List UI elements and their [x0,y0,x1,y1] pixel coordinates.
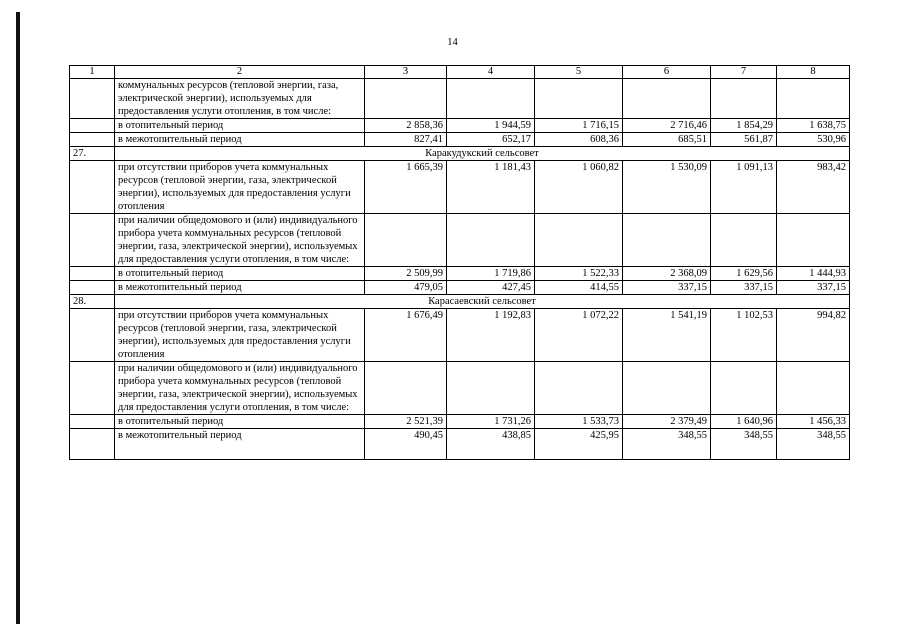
value-cell: 425,95 [535,429,623,460]
value-cell [535,362,623,415]
value-cell: 1 676,49 [365,309,447,362]
value-cell: 337,15 [777,281,850,295]
value-cell [365,362,447,415]
section-title: Карасаевский сельсовет [115,295,850,309]
header-cell: 3 [365,66,447,79]
table-row [70,79,850,119]
row-description: при отсутствии приборов учета коммунальных ресурсов (тепловой энергии, газа, электрической энергии), используемых для предоставления услуги отопления [115,161,365,214]
value-cell: 561,87 [711,133,777,147]
value-cell [535,214,623,267]
row-number [70,415,115,429]
value-cell: 1 854,29 [711,119,777,133]
value-cell: 1 638,75 [777,119,850,133]
header-cell: 6 [623,66,711,79]
table-row [70,161,850,214]
value-cell [777,362,850,415]
value-cell: 608,36 [535,133,623,147]
row-number: 27. [70,147,115,161]
section-row [70,295,850,309]
row-number [70,119,115,133]
value-cell [447,362,535,415]
value-cell: 1 456,33 [777,415,850,429]
header-cell: 1 [70,66,115,79]
value-cell: 427,45 [447,281,535,295]
value-cell [447,79,535,119]
table-row [70,415,850,429]
value-cell: 1 530,09 [623,161,711,214]
tariff-table [69,65,850,460]
value-cell: 438,85 [447,429,535,460]
value-cell [711,362,777,415]
row-description: в отопительный период [115,267,365,281]
value-cell [777,214,850,267]
value-cell: 337,15 [711,281,777,295]
value-cell [535,79,623,119]
value-cell [711,214,777,267]
value-cell [365,214,447,267]
value-cell: 479,05 [365,281,447,295]
value-cell: 1 665,39 [365,161,447,214]
value-cell: 652,17 [447,133,535,147]
row-description: при наличии общедомового и (или) индивидуального прибора учета коммунальных ресурсов (тепловой энергии, газа, электрической энергии), используемых для предоставления услуги отопления, в том числе: [115,214,365,267]
value-cell [365,79,447,119]
table-row [70,309,850,362]
row-number [70,362,115,415]
value-cell: 414,55 [535,281,623,295]
value-cell: 1 192,83 [447,309,535,362]
scan-edge-bar [16,12,20,624]
value-cell: 1 533,73 [535,415,623,429]
value-cell: 1 731,26 [447,415,535,429]
table-row [70,133,850,147]
value-cell: 1 716,15 [535,119,623,133]
row-number: 28. [70,295,115,309]
section-row [70,147,850,161]
value-cell: 348,55 [711,429,777,460]
table-body [70,66,850,460]
value-cell: 1 719,86 [447,267,535,281]
table-row [70,281,850,295]
value-cell [623,214,711,267]
table-row [70,429,850,460]
row-number [70,133,115,147]
row-number [70,79,115,119]
value-cell: 1 541,19 [623,309,711,362]
value-cell: 1 640,96 [711,415,777,429]
value-cell: 983,42 [777,161,850,214]
section-title: Каракудукский сельсовет [115,147,850,161]
header-cell: 2 [115,66,365,79]
row-description: в отопительный период [115,119,365,133]
value-cell: 490,45 [365,429,447,460]
header-cell: 4 [447,66,535,79]
value-cell: 2 858,36 [365,119,447,133]
value-cell: 685,51 [623,133,711,147]
row-number [70,309,115,362]
value-cell: 994,82 [777,309,850,362]
row-number [70,281,115,295]
value-cell: 2 379,49 [623,415,711,429]
row-description: коммунальных ресурсов (тепловой энергии, газа, электрической энергии), используемых для предоставления услуги отопления, в том числе: [115,79,365,119]
value-cell: 1 072,22 [535,309,623,362]
value-cell: 2 509,99 [365,267,447,281]
value-cell: 1 522,33 [535,267,623,281]
row-description: в межотопительный период [115,133,365,147]
value-cell: 1 060,82 [535,161,623,214]
value-cell: 1 944,59 [447,119,535,133]
value-cell: 2 368,09 [623,267,711,281]
value-cell: 1 444,93 [777,267,850,281]
value-cell [623,79,711,119]
value-cell: 2 521,39 [365,415,447,429]
value-cell: 348,55 [623,429,711,460]
value-cell: 1 181,43 [447,161,535,214]
value-cell: 530,96 [777,133,850,147]
header-cell: 5 [535,66,623,79]
value-cell [711,79,777,119]
table-header-row [70,66,850,79]
value-cell: 1 091,13 [711,161,777,214]
value-cell: 348,55 [777,429,850,460]
row-description: в межотопительный период [115,281,365,295]
page-number: 14 [447,37,458,48]
value-cell: 827,41 [365,133,447,147]
row-number [70,267,115,281]
row-number [70,429,115,460]
value-cell [777,79,850,119]
table-row [70,119,850,133]
row-description: при наличии общедомового и (или) индивидуального прибора учета коммунальных ресурсов (тепловой энергии, газа, электрической энергии), используемых для предоставления услуги отопления, в том числе: [115,362,365,415]
row-number [70,214,115,267]
header-cell: 8 [777,66,850,79]
value-cell [623,362,711,415]
value-cell: 1 102,53 [711,309,777,362]
table-row [70,214,850,267]
row-number [70,161,115,214]
value-cell: 337,15 [623,281,711,295]
table-row [70,267,850,281]
row-description: в отопительный период [115,415,365,429]
row-description: в межотопительный период [115,429,365,460]
table-row [70,362,850,415]
value-cell [447,214,535,267]
header-cell: 7 [711,66,777,79]
value-cell: 2 716,46 [623,119,711,133]
row-description: при отсутствии приборов учета коммунальных ресурсов (тепловой энергии, газа, электрической энергии), используемых для предоставления услуги отопления [115,309,365,362]
value-cell: 1 629,56 [711,267,777,281]
